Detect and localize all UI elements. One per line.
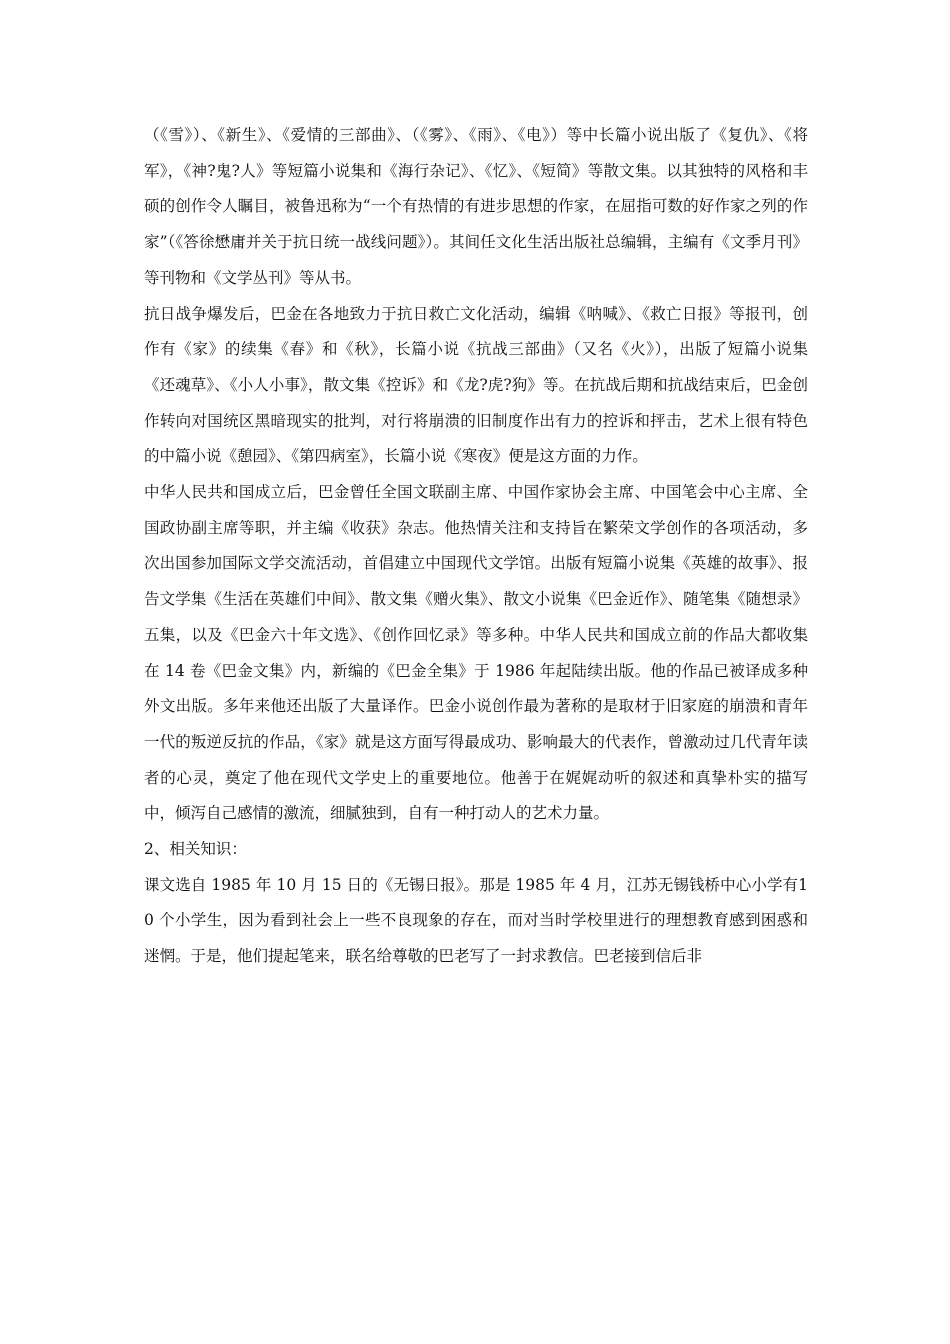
document-body <box>144 118 808 975</box>
paragraph-works-1930s: （《雪》）、《新生》、《爱情的三部曲》、（《雾》、《雨》、《电》）等中长篇小说出版了《复仇》、《将军》，《神?鬼?人》等短篇小说集和《海行杂记》、《忆》、《短简》等散文集。以其独特的风格和丰硕的创作令人瞩目，被鲁迅称为“一个有热情的有进步思想的作家，在屈指可数的好作家之列的作家”（《答徐懋庸并关于抗日统一战线问题》）。其间任文化生活出版社总编辑，主编有《文季月刊》等刊物和《文学丛刊》等从书。 <box>144 126 808 287</box>
paragraph-war-period: 抗日战争爆发后，巴金在各地致力于抗日救亡文化活动，编辑《呐喊》、《救亡日报》等报刊，创作有《家》的续集《春》和《秋》，长篇小说《抗战三部曲》（又名《火》），出版了短篇小说集《还魂草》、《小人小事》，散文集《控诉》和《龙?虎?狗》等。在抗战后期和抗战结束后，巴金创作转向对国统区黑暗现实的批判，对行将崩溃的旧制度作出有力的控诉和抨击，艺术上很有特色的中篇小说《憩园》、《第四病室》，长篇小说《寒夜》便是这方面的力作。 <box>144 304 808 466</box>
section-heading-related-knowledge: 2、相关知识： <box>144 840 247 859</box>
paragraph-post-1949: 中华人民共和国成立后，巴金曾任全国文联副主席、中国作家协会主席、中国笔会中心主席、全国政协副主席等职，并主编《收获》杂志。他热情关注和支持旨在繁荣文学创作的各项活动，多次出国参加国际文学交流活动，首倡建立中国现代文学馆。出版有短篇小说集《英雄的故事》、报告文学集《生活在英雄们中间》、散文集《赠火集》、散文小说集《巴金近作》、随笔集《随想录》五集，以及《巴金六十年文选》、《创作回忆录》等多种。中华人民共和国成立前的作品大都收集在 14 卷《巴金文集》内，新编的《巴金全集》于 1986 年起陆续出版。他的作品已被译成多种外文出版。多年来他还出版了大量译作。巴金小说创作最为著称的是取材于旧家庭的崩溃和青年一代的叛逆反抗的作品，《家》就是这方面写得最成功、影响最大的代表作，曾激动过几代青年读者的心灵，奠定了他在现代文学史上的重要地位。他善于在娓娓动听的叙述和真挚朴实的描写中，倾泻自己感情的激流，细腻独到，自有一种打动人的艺术力量。 <box>144 483 808 823</box>
paragraph-text-source: 课文选自 1985 年 10 月 15 日的《无锡日报》。那是 1985 年 4 月，江苏无锡钱桥中心小学有10 个小学生，因为看到社会上一些不良现象的存在，而对当时学校里进行的理想教育感到困惑和迷惘。于是，他们提起笔来，联名给尊敬的巴老写了一封求教信。巴老接到信后非 <box>144 875 808 966</box>
